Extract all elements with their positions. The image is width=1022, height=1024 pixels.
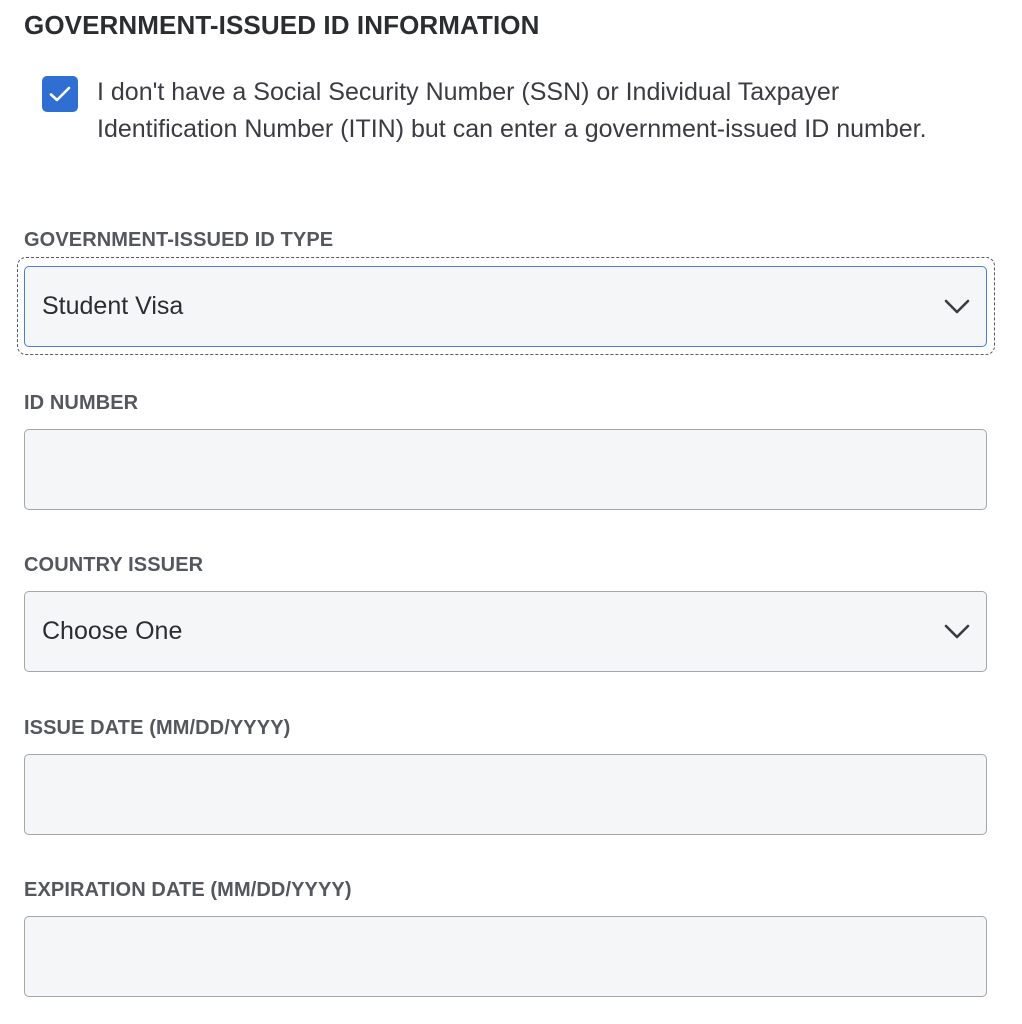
no-ssn-checkbox-label: I don't have a Social Security Number (SSN) or Individual Taxpayer Identification Number (ITIN) but can enter a government-issued ID number.: [97, 78, 927, 143]
chevron-down-icon: [944, 624, 970, 640]
chevron-down-icon: [944, 299, 970, 315]
id-type-label: GOVERNMENT-ISSUED ID TYPE: [24, 229, 334, 251]
country-issuer-select[interactable]: [24, 591, 987, 672]
id-number-label: ID NUMBER: [24, 392, 139, 414]
no-ssn-checkbox-row[interactable]: [42, 76, 942, 148]
section-title: GOVERNMENT-ISSUED ID INFORMATION: [24, 10, 540, 40]
issue-date-label: ISSUE DATE (MM/DD/YYYY): [24, 717, 291, 739]
expiration-date-label: EXPIRATION DATE (MM/DD/YYYY): [24, 879, 352, 901]
id-type-selected-value: Student Visa: [42, 292, 184, 320]
country-issuer-label: COUNTRY ISSUER: [24, 554, 204, 576]
no-ssn-checkbox[interactable]: [42, 76, 78, 112]
id-type-select[interactable]: [24, 266, 987, 347]
id-number-input[interactable]: [24, 429, 987, 510]
expiration-date-input[interactable]: [24, 916, 987, 997]
issue-date-input[interactable]: [24, 754, 987, 835]
country-issuer-selected-value: Choose One: [42, 617, 183, 645]
check-icon: [49, 85, 71, 103]
